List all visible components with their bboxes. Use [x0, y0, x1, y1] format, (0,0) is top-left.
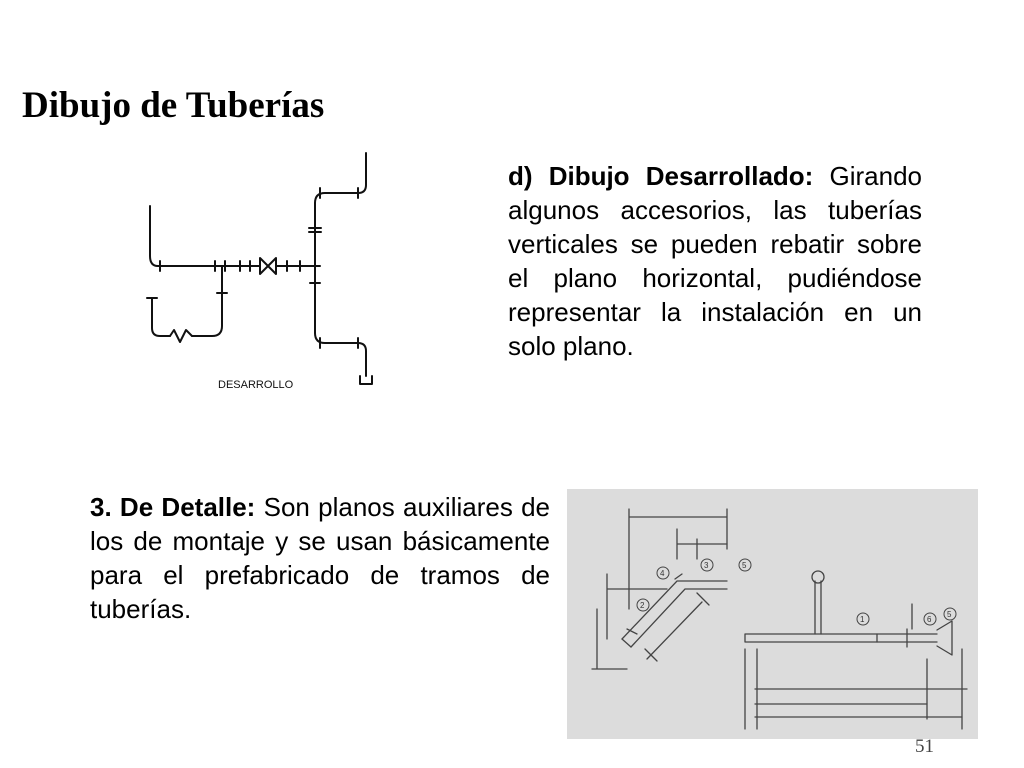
svg-text:1: 1: [860, 615, 865, 624]
svg-text:4: 4: [660, 569, 665, 578]
section-d-heading: d) Dibujo Desarrollado:: [508, 161, 814, 191]
detalle-piping-drawing: [567, 489, 978, 739]
section-d-body: Girando algunos accesorios, las tuberías verticales se pueden rebatir sobre el plano horizontal, pudiéndose representar la instalación en un solo plano.: [508, 161, 922, 361]
desarrollo-piping-drawing: [130, 148, 400, 403]
svg-text:5: 5: [947, 610, 952, 619]
svg-text:2: 2: [640, 601, 645, 610]
section-3-body: Son planos auxiliares de los de montaje y se usan básicamente para el prefabricado de tramos de tuberías.: [90, 492, 551, 624]
svg-text:3: 3: [704, 561, 709, 570]
section-d-paragraph: [508, 159, 922, 363]
desarrollo-label: DESARROLLO: [218, 379, 294, 391]
section-3-paragraph: [90, 490, 550, 626]
svg-text:6: 6: [927, 615, 932, 624]
page-number: 51: [915, 736, 934, 757]
section-3-heading: 3. De Detalle:: [90, 492, 256, 522]
page-title: Dibujo de Tuberías: [22, 85, 325, 126]
svg-text:5: 5: [742, 561, 747, 570]
